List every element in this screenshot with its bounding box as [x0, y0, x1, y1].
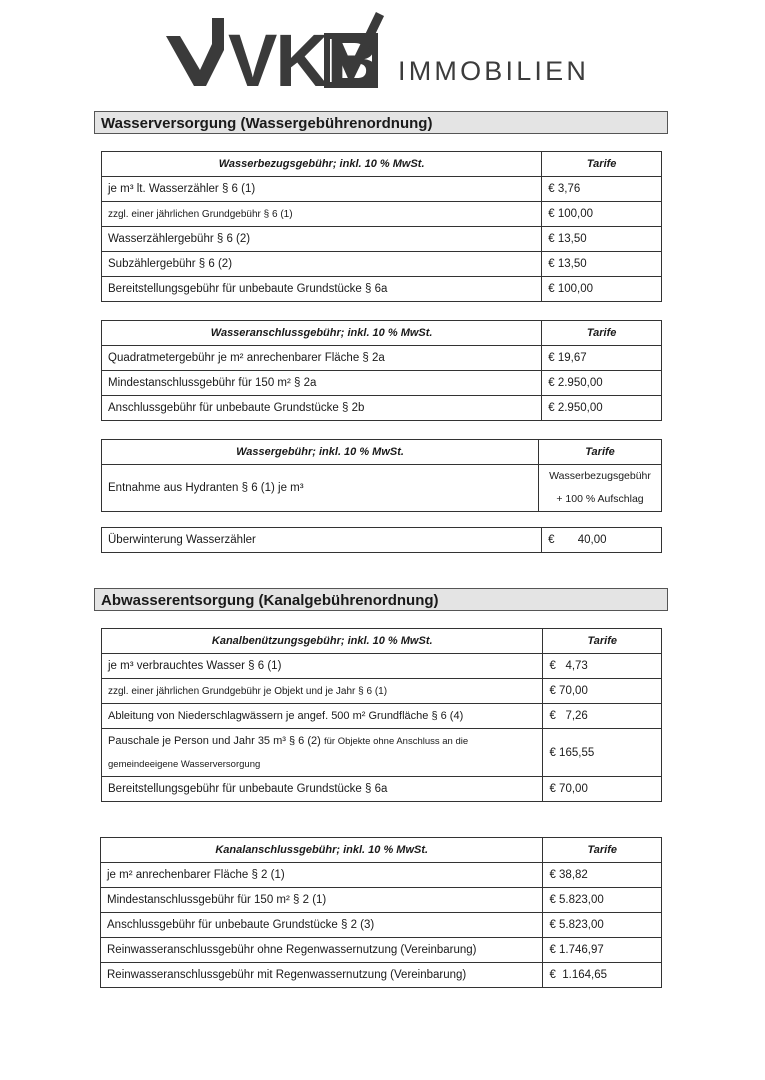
logo-mark-text: VKB	[228, 19, 379, 102]
row-label: Reinwasseranschlussgebühr ohne Regenwassernutzung (Vereinbarung)	[101, 938, 543, 963]
row-value: € 38,82	[543, 863, 662, 888]
table-row	[101, 888, 662, 913]
table-wassergebuehr	[101, 439, 662, 512]
table-row	[102, 277, 662, 302]
value-line-2: + 100 % Aufschlag	[556, 493, 644, 505]
row-value: € 1.746,97	[543, 938, 662, 963]
row-label: Bereitstellungsgebühr für unbebaute Grundstücke § 6a	[102, 277, 542, 302]
row-value: € 100,00	[542, 202, 662, 227]
table-wasserbezug	[101, 151, 662, 302]
table-kanalanschluss	[100, 837, 662, 988]
column-header: Kanalbenützungsgebühr; inkl. 10 % MwSt.	[102, 629, 543, 654]
row-label: Entnahme aus Hydranten § 6 (1) je m³	[102, 465, 539, 512]
table-row	[102, 465, 662, 512]
row-label: Reinwasseranschlussgebühr mit Regenwassernutzung (Vereinbarung)	[101, 963, 543, 988]
row-value: € 100,00	[542, 277, 662, 302]
company-logo	[164, 8, 604, 102]
table-kanalbenuetzung	[101, 628, 662, 802]
row-label: Ableitung von Niederschlagwässern je angef. 500 m² Grundfläche § 6 (4)	[102, 704, 543, 729]
table-row	[101, 963, 662, 988]
row-label: Quadratmetergebühr je m² anrechenbarer Fläche § 2a	[102, 346, 542, 371]
row-value: € 3,76	[542, 177, 662, 202]
row-value: € 5.823,00	[543, 913, 662, 938]
tarif-header: Tarife	[543, 838, 662, 863]
table-row	[102, 679, 662, 704]
row-value: € 70,00	[543, 777, 662, 802]
pauschale-note: für Objekte ohne Anschluss an die	[323, 735, 469, 747]
checkbox-logo-icon	[324, 12, 388, 88]
row-label	[102, 729, 543, 777]
row-value: € 19,67	[542, 346, 662, 371]
pauschale-main: Pauschale je Person und Jahr 35 m³ § 6 (2)	[108, 734, 321, 747]
tarif-header: Tarife	[542, 321, 662, 346]
tarif-header: Tarife	[542, 152, 662, 177]
row-label: Überwinterung Wasserzähler	[102, 528, 542, 553]
table-row	[102, 654, 662, 679]
column-header: Wasseranschlussgebühr; inkl. 10 % MwSt.	[102, 321, 542, 346]
column-header: Kanalanschlussgebühr; inkl. 10 % MwSt.	[101, 838, 543, 863]
tarif-header: Tarife	[539, 440, 662, 465]
row-label: Anschlussgebühr für unbebaute Grundstücke § 2b	[102, 396, 542, 421]
column-header: Wassergebühr; inkl. 10 % MwSt.	[102, 440, 539, 465]
amount: 40,00	[577, 534, 607, 546]
row-label: je m³ lt. Wasserzähler § 6 (1)	[102, 177, 542, 202]
row-value: € 13,50	[542, 252, 662, 277]
row-label: Wasserzählergebühr § 6 (2)	[102, 227, 542, 252]
table-row	[102, 704, 662, 729]
table-header-row	[102, 629, 662, 654]
table-header-row	[102, 440, 662, 465]
row-label: zzgl. einer jährlichen Grundgebühr je Objekt und je Jahr § 6 (1)	[102, 679, 543, 704]
row-value: € 2.950,00	[542, 396, 662, 421]
table-header-row	[101, 838, 662, 863]
currency-symbol: €	[548, 534, 555, 546]
value-line-1: Wasserbezugsgebühr	[549, 470, 651, 482]
table-row	[102, 252, 662, 277]
table-row	[102, 729, 662, 777]
row-label: Mindestanschlussgebühr für 150 m² § 2 (1)	[101, 888, 543, 913]
row-value: € 13,50	[542, 227, 662, 252]
table-row	[102, 227, 662, 252]
table-header-row	[102, 321, 662, 346]
section-header-sewage: Abwasserentsorgung (Kanalgebührenordnung)	[94, 588, 668, 611]
section-header-water: Wasserversorgung (Wassergebührenordnung)	[94, 111, 668, 134]
table-row	[102, 528, 662, 553]
table-ueberwinterung	[101, 527, 662, 553]
tarif-header: Tarife	[543, 629, 662, 654]
vkb-logo-mark	[164, 14, 379, 102]
logo-word: IMMOBILIEN	[398, 56, 590, 86]
row-value: € 165,55	[543, 729, 662, 777]
table-row	[102, 371, 662, 396]
table-row	[102, 177, 662, 202]
table-row	[101, 863, 662, 888]
row-label: je m³ verbrauchtes Wasser § 6 (1)	[102, 654, 543, 679]
row-value: € 70,00	[543, 679, 662, 704]
table-wasseranschluss	[101, 320, 662, 421]
row-value	[542, 528, 662, 553]
row-label: zzgl. einer jährlichen Grundgebühr § 6 (1)	[102, 202, 542, 227]
row-label: je m² anrechenbarer Fläche § 2 (1)	[101, 863, 543, 888]
row-value: € 7,26	[543, 704, 662, 729]
row-value: € 1.164,65	[543, 963, 662, 988]
table-row	[101, 938, 662, 963]
row-value: € 4,73	[543, 654, 662, 679]
row-label: Bereitstellungsgebühr für unbebaute Grundstücke § 6a	[102, 777, 543, 802]
row-label: Mindestanschlussgebühr für 150 m² § 2a	[102, 371, 542, 396]
table-header-row	[102, 152, 662, 177]
table-row	[102, 202, 662, 227]
table-row	[101, 913, 662, 938]
row-value	[539, 465, 662, 512]
table-row	[102, 346, 662, 371]
table-row	[102, 777, 662, 802]
row-label: Subzählergebühr § 6 (2)	[102, 252, 542, 277]
row-value: € 2.950,00	[542, 371, 662, 396]
column-header: Wasserbezugsgebühr; inkl. 10 % MwSt.	[102, 152, 542, 177]
table-row	[102, 396, 662, 421]
pauschale-line-2: gemeindeeigene Wasserversorgung	[108, 758, 261, 770]
row-value: € 5.823,00	[543, 888, 662, 913]
row-label: Anschlussgebühr für unbebaute Grundstücke § 2 (3)	[101, 913, 543, 938]
